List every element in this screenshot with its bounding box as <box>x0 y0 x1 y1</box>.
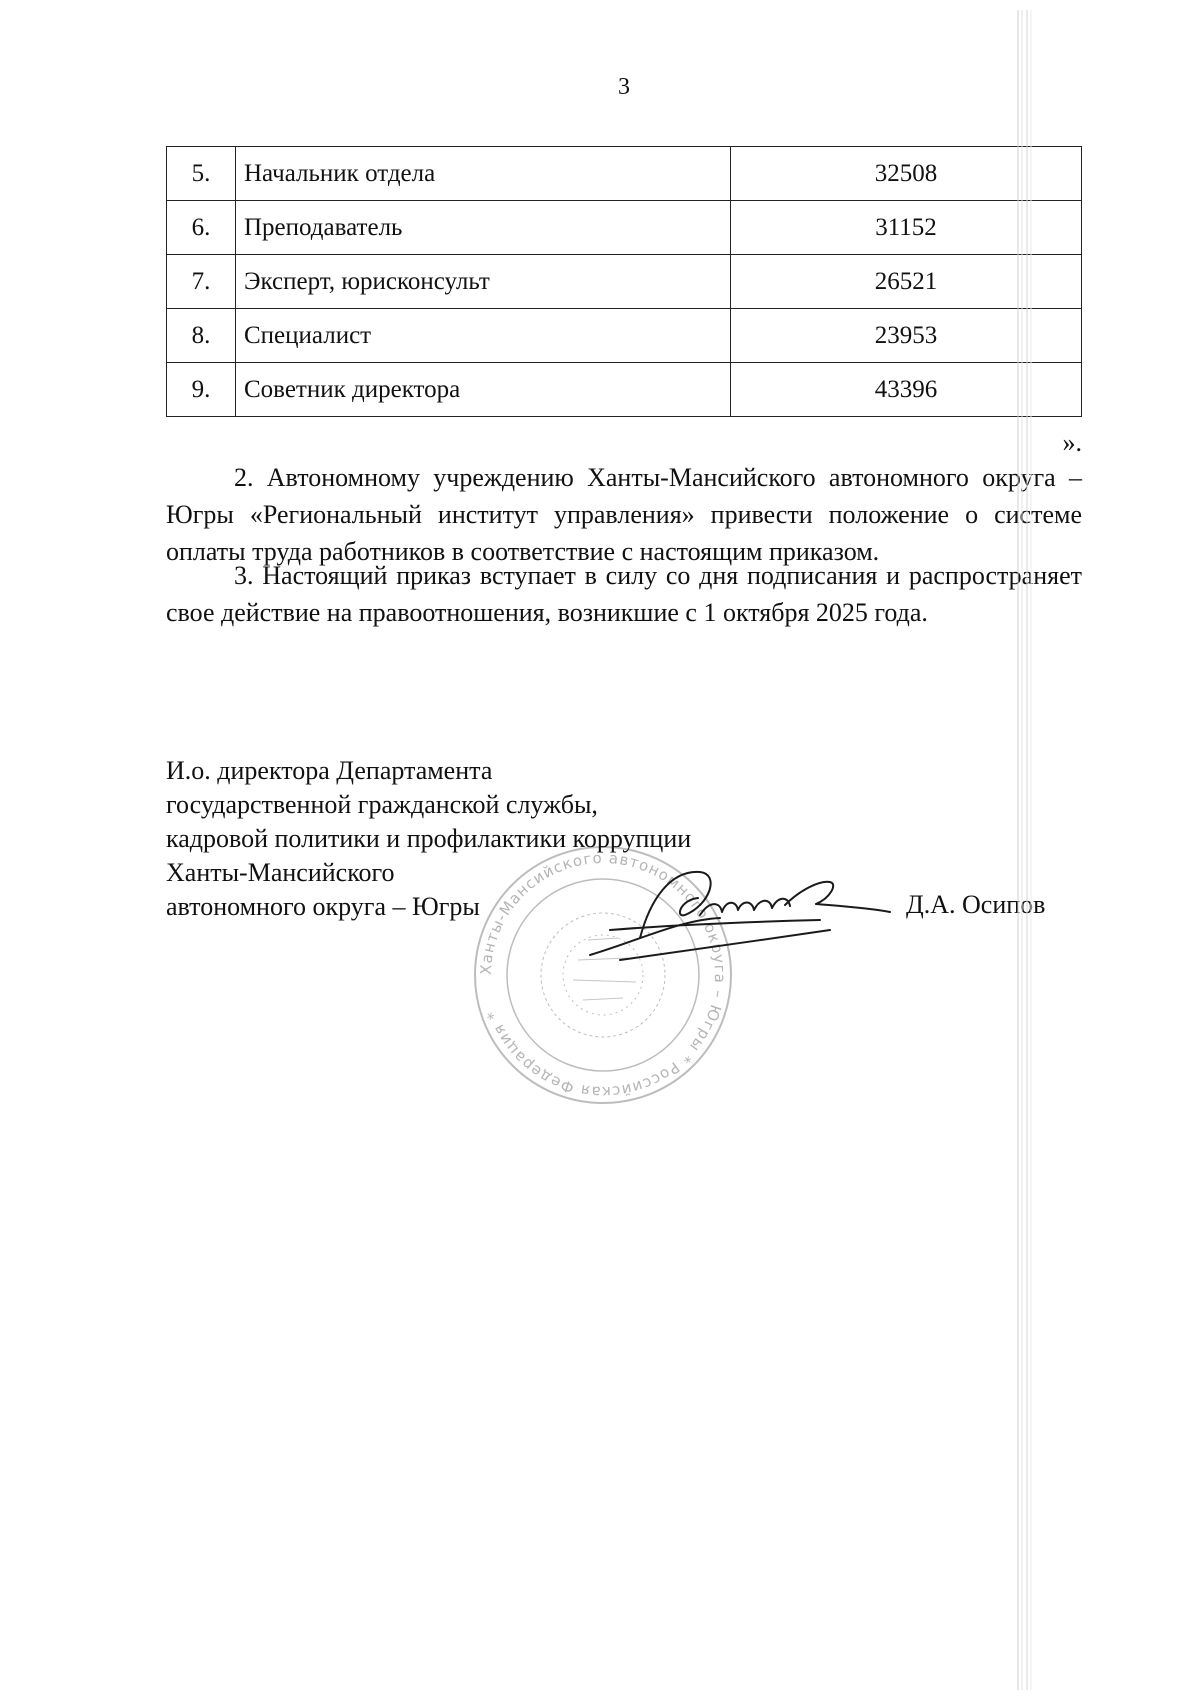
handwritten-signature <box>580 860 900 970</box>
position-name: Специалист <box>236 309 731 363</box>
signer-title-line: автономного округа – Югры <box>166 892 480 921</box>
position-name: Преподаватель <box>236 201 731 255</box>
row-number: 7. <box>167 255 236 309</box>
position-name: Начальник отдела <box>236 147 731 201</box>
signer-title-line: И.о. директора Департамента <box>166 756 493 785</box>
table-row <box>167 255 1082 309</box>
table-row <box>167 363 1082 417</box>
signer-name: Д.А. Осипов <box>906 890 1046 919</box>
row-number: 6. <box>167 201 236 255</box>
closing-quote: ». <box>1062 428 1082 457</box>
paragraph-2: 2. Автономному учреждению Ханты-Мансийского автономного округа – Югры «Региональный институт управления» привести положение о системе оплаты труда работников в соответствие с настоящим приказом. <box>166 463 1082 566</box>
salary-value: 32508 <box>731 147 1082 201</box>
salary-table <box>166 146 1082 417</box>
page-number: 3 <box>618 74 630 100</box>
table-row <box>167 309 1082 363</box>
row-number: 8. <box>167 309 236 363</box>
scan-edge-lines <box>1016 10 1034 1690</box>
salary-value: 31152 <box>731 201 1082 255</box>
position-name: Эксперт, юрисконсульт <box>236 255 731 309</box>
paragraph-3: 3. Настоящий приказ вступает в силу со дня подписания и распространяет свое действие на правоотношения, возникшие с 1 октября 2025 года. <box>166 561 1082 627</box>
signer-title-line: Ханты-Мансийского <box>166 858 395 887</box>
table-row <box>167 147 1082 201</box>
table-row <box>167 201 1082 255</box>
signer-title-line: кадровой политики и профилактики коррупции <box>166 824 692 853</box>
position-name: Советник директора <box>236 363 731 417</box>
signer-title-line: государственной гражданской службы, <box>166 790 598 819</box>
row-number: 5. <box>167 147 236 201</box>
salary-value: 23953 <box>731 309 1082 363</box>
salary-value: 43396 <box>731 363 1082 417</box>
row-number: 9. <box>167 363 236 417</box>
stamp-text: Ханты-Мансийского автономного округа – Югры * Российская Федерация * <box>476 848 730 1102</box>
salary-value: 26521 <box>731 255 1082 309</box>
